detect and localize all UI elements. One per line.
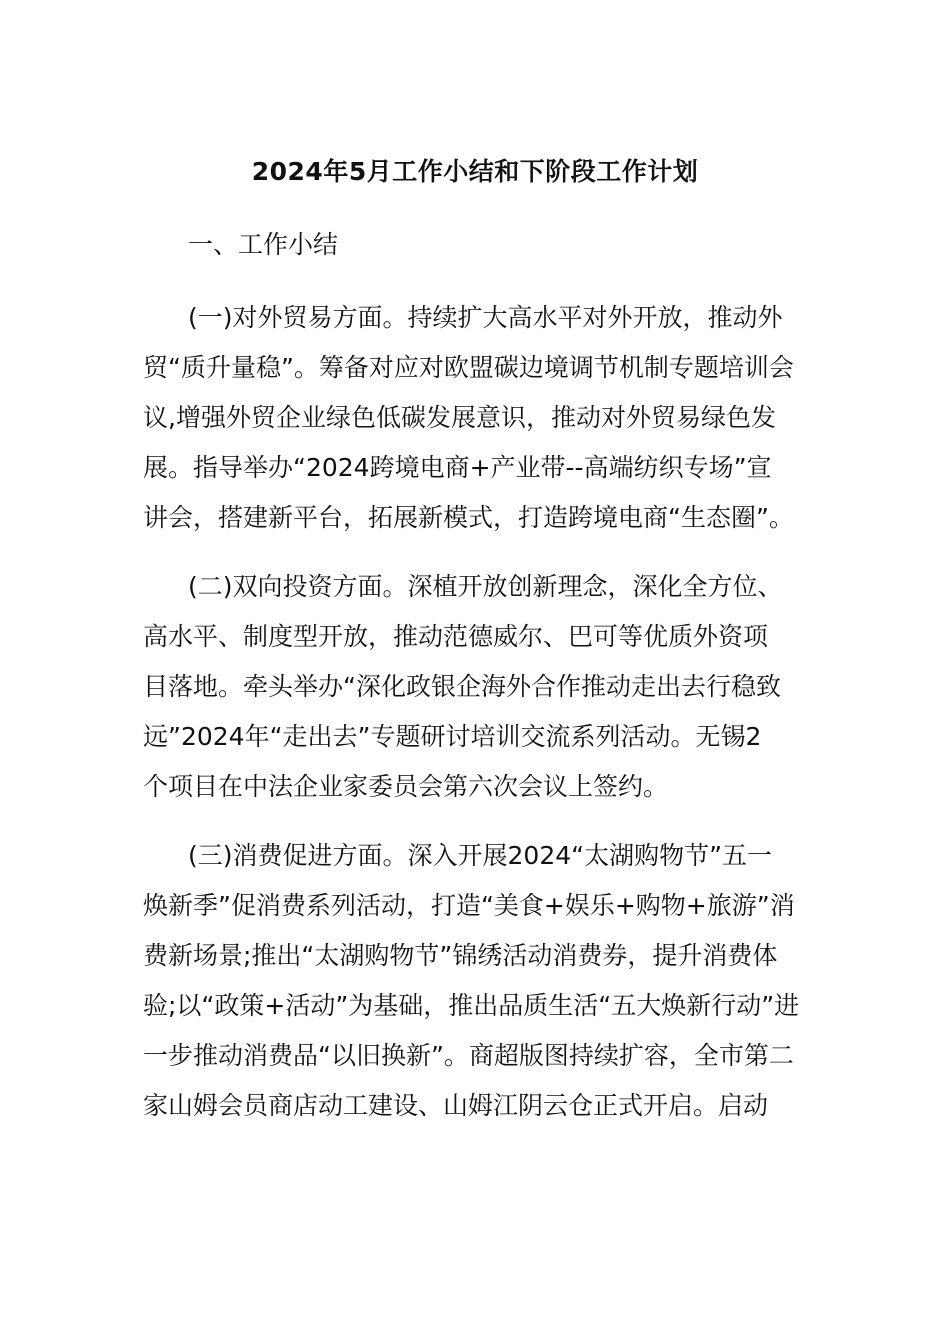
paragraph-line: 费新场景;推出“太湖购物节”锦绣活动消费券，提升消费体: [143, 941, 778, 970]
paragraph-line: 远”2024年“走出去”专题研讨培训交流系列活动。无锡2: [143, 722, 762, 751]
document-title: 2024年5月工作小结和下阶段工作计划: [251, 157, 699, 186]
paragraph-line: 家山姆会员商店动工建设、山姆江阴云仓正式开启。启动: [143, 1091, 769, 1120]
paragraph-foreign-trade: [143, 293, 808, 543]
section-heading: 一、工作小结: [188, 230, 339, 259]
paragraph-line: 验;以“政策+活动”为基础，推出品质生活“五大焕新行动”进: [143, 991, 800, 1020]
paragraph-line: 展。指导举办“2024跨境电商+产业带--高端纺织专场”宣: [143, 453, 772, 482]
paragraph-line: 一步推动消费品“以旧换新”。商超版图持续扩容，全市第二: [143, 1041, 794, 1070]
paragraph-line: (三)消费促进方面。深入开展2024“太湖购物节”五一: [188, 841, 773, 870]
paragraph-consumption: [143, 831, 808, 1131]
paragraph-line: 贸“质升量稳”。筹备对应对欧盟碳边境调节机制专题培训会: [143, 353, 794, 382]
paragraph-line: 议,增强外贸企业绿色低碳发展意识，推动对外贸易绿色发: [143, 403, 776, 432]
paragraph-line: 个项目在中法企业家委员会第六次会议上签约。: [143, 772, 669, 801]
paragraph-line: 高水平、制度型开放，推动范德威尔、巴可等优质外资项: [143, 622, 769, 651]
paragraph-line: (一)对外贸易方面。持续扩大高水平对外开放，推动外: [188, 303, 783, 332]
paragraph-line: 目落地。牵头举办“深化政银企海外合作推动走出去行稳致: [143, 672, 781, 701]
paragraph-line: 讲会，搭建新平台，拓展新模式，打造跨境电商“生态圈”。: [143, 503, 794, 532]
paragraph-investment: [143, 562, 808, 812]
paragraph-line: (二)双向投资方面。深植开放创新理念，深化全方位、: [188, 572, 783, 601]
paragraph-line: 焕新季”促消费系列活动，打造“美食+娱乐+购物+旅游”消: [143, 891, 795, 920]
